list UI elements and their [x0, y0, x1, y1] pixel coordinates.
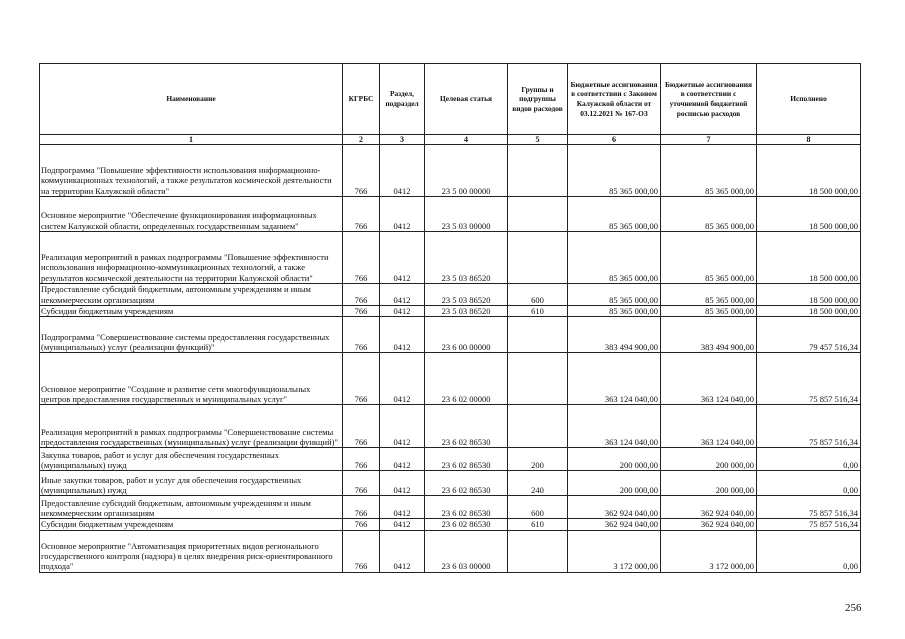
- executed-cell: 0,00: [757, 448, 861, 471]
- col-number: 8: [757, 135, 861, 145]
- col-number: 3: [380, 135, 425, 145]
- target-article-cell: 23 6 02 86530: [425, 496, 508, 519]
- section-cell: 0412: [380, 471, 425, 496]
- section-cell: 0412: [380, 405, 425, 448]
- refined-appropriations-cell: 3 172 000,00: [661, 530, 757, 572]
- kgrbs-cell: 766: [343, 317, 380, 353]
- executed-cell: 75 857 516,34: [757, 405, 861, 448]
- refined-appropriations-cell: 362 924 040,00: [661, 519, 757, 530]
- col-header-section: Раздел, подраздел: [380, 64, 425, 135]
- refined-appropriations-cell: 85 365 000,00: [661, 197, 757, 232]
- expense-group-cell: [508, 232, 568, 284]
- law-appropriations-cell: 85 365 000,00: [568, 306, 661, 317]
- executed-cell: 18 500 000,00: [757, 284, 861, 306]
- target-article-cell: 23 5 03 00000: [425, 197, 508, 232]
- executed-cell: 18 500 000,00: [757, 197, 861, 232]
- table-row: [40, 284, 861, 306]
- expense-group-cell: [508, 317, 568, 353]
- expense-group-cell: 200: [508, 448, 568, 471]
- executed-cell: 18 500 000,00: [757, 145, 861, 197]
- section-cell: 0412: [380, 519, 425, 530]
- executed-cell: 18 500 000,00: [757, 232, 861, 284]
- refined-appropriations-cell: 85 365 000,00: [661, 145, 757, 197]
- section-cell: 0412: [380, 145, 425, 197]
- law-appropriations-cell: 363 124 040,00: [568, 405, 661, 448]
- kgrbs-cell: 766: [343, 284, 380, 306]
- page-number: 256: [845, 602, 862, 614]
- table-row: [40, 197, 861, 232]
- law-appropriations-cell: 85 365 000,00: [568, 145, 661, 197]
- table-row: [40, 530, 861, 572]
- section-cell: 0412: [380, 197, 425, 232]
- kgrbs-cell: 766: [343, 471, 380, 496]
- name-cell: Предоставление субсидий бюджетным, автономным учреждениям и иным некоммерческим организациям: [40, 284, 343, 306]
- table-row: [40, 405, 861, 448]
- expense-group-cell: 610: [508, 306, 568, 317]
- name-cell: Реализация мероприятий в рамках подпрограммы "Повышение эффективности использования информационно-коммуникационных технологий, а также результатов космической деятельности на территории Калужской области": [40, 232, 343, 284]
- table-row: [40, 232, 861, 284]
- name-cell: Субсидии бюджетным учреждениям: [40, 519, 343, 530]
- table-row: [40, 145, 861, 197]
- table-row: [40, 471, 861, 496]
- refined-appropriations-cell: 383 494 900,00: [661, 317, 757, 353]
- refined-appropriations-cell: 200 000,00: [661, 471, 757, 496]
- kgrbs-cell: 766: [343, 496, 380, 519]
- name-cell: Реализация мероприятий в рамках подпрограммы "Совершенствование системы предоставления государственных (муниципальных) услуг (реализации функций)": [40, 405, 343, 448]
- section-cell: 0412: [380, 232, 425, 284]
- law-appropriations-cell: 85 365 000,00: [568, 197, 661, 232]
- refined-appropriations-cell: 362 924 040,00: [661, 496, 757, 519]
- expense-group-cell: 240: [508, 471, 568, 496]
- target-article-cell: 23 5 03 86520: [425, 306, 508, 317]
- kgrbs-cell: 766: [343, 405, 380, 448]
- law-appropriations-cell: 363 124 040,00: [568, 353, 661, 405]
- section-cell: 0412: [380, 448, 425, 471]
- name-cell: Иные закупки товаров, работ и услуг для обеспечения государственных (муниципальных) нужд: [40, 471, 343, 496]
- kgrbs-cell: 766: [343, 353, 380, 405]
- law-appropriations-cell: 200 000,00: [568, 471, 661, 496]
- col-header-kgrbs: КГРБС: [343, 64, 380, 135]
- name-cell: Основное мероприятие "Создание и развитие сети многофункциональных центров предоставления государственных и муниципальных услуг": [40, 353, 343, 405]
- executed-cell: 75 857 516,34: [757, 496, 861, 519]
- target-article-cell: 23 6 02 86530: [425, 448, 508, 471]
- executed-cell: 79 457 516,34: [757, 317, 861, 353]
- target-article-cell: 23 6 02 86530: [425, 471, 508, 496]
- target-article-cell: 23 5 03 86520: [425, 232, 508, 284]
- law-appropriations-cell: 362 924 040,00: [568, 519, 661, 530]
- col-number: 7: [661, 135, 757, 145]
- column-number-row: [40, 135, 861, 145]
- section-cell: 0412: [380, 317, 425, 353]
- table-row: [40, 519, 861, 530]
- kgrbs-cell: 766: [343, 530, 380, 572]
- executed-cell: 18 500 000,00: [757, 306, 861, 317]
- law-appropriations-cell: 200 000,00: [568, 448, 661, 471]
- expense-group-cell: 610: [508, 519, 568, 530]
- law-appropriations-cell: 85 365 000,00: [568, 284, 661, 306]
- name-cell: Субсидии бюджетным учреждениям: [40, 306, 343, 317]
- law-appropriations-cell: 3 172 000,00: [568, 530, 661, 572]
- name-cell: Предоставление субсидий бюджетным, автономным учреждениям и иным некоммерческим организациям: [40, 496, 343, 519]
- table-row: [40, 317, 861, 353]
- refined-appropriations-cell: 363 124 040,00: [661, 353, 757, 405]
- section-cell: 0412: [380, 306, 425, 317]
- budget-execution-table: [39, 63, 861, 573]
- target-article-cell: 23 6 02 86530: [425, 405, 508, 448]
- section-cell: 0412: [380, 496, 425, 519]
- col-header-law-appropriations: Бюджетные ассигнования в соответствии с Законом Калужской области от 03.12.2021 № 167-ОЗ: [568, 64, 661, 135]
- expense-group-cell: 600: [508, 284, 568, 306]
- col-header-target: Целевая статья: [425, 64, 508, 135]
- refined-appropriations-cell: 200 000,00: [661, 448, 757, 471]
- target-article-cell: 23 5 00 00000: [425, 145, 508, 197]
- col-number: 2: [343, 135, 380, 145]
- expense-group-cell: [508, 197, 568, 232]
- header-row: [40, 64, 861, 135]
- expense-group-cell: [508, 405, 568, 448]
- col-header-executed: Исполнено: [757, 64, 861, 135]
- name-cell: Основное мероприятие "Обеспечение функционирования информационных систем Калужской области, определенных государственным заданием": [40, 197, 343, 232]
- col-header-expense-group: Группы и подгруппы видов расходов: [508, 64, 568, 135]
- col-number: 1: [40, 135, 343, 145]
- executed-cell: 0,00: [757, 471, 861, 496]
- law-appropriations-cell: 362 924 040,00: [568, 496, 661, 519]
- law-appropriations-cell: 85 365 000,00: [568, 232, 661, 284]
- executed-cell: 0,00: [757, 530, 861, 572]
- kgrbs-cell: 766: [343, 448, 380, 471]
- kgrbs-cell: 766: [343, 306, 380, 317]
- section-cell: 0412: [380, 353, 425, 405]
- name-cell: Подпрограмма "Совершенствование системы предоставления государственных (муниципальных) услуг (реализации функций)": [40, 317, 343, 353]
- table-row: [40, 353, 861, 405]
- target-article-cell: 23 6 03 00000: [425, 530, 508, 572]
- refined-appropriations-cell: 363 124 040,00: [661, 405, 757, 448]
- target-article-cell: 23 6 02 86530: [425, 519, 508, 530]
- expense-group-cell: [508, 530, 568, 572]
- refined-appropriations-cell: 85 365 000,00: [661, 306, 757, 317]
- table-row: [40, 306, 861, 317]
- expense-group-cell: [508, 353, 568, 405]
- law-appropriations-cell: 383 494 900,00: [568, 317, 661, 353]
- kgrbs-cell: 766: [343, 519, 380, 530]
- expense-group-cell: [508, 145, 568, 197]
- refined-appropriations-cell: 85 365 000,00: [661, 284, 757, 306]
- name-cell: Подпрограмма "Повышение эффективности использования информационно-коммуникационных технологий, а также результатов космической деятельности на территории Калужской области": [40, 145, 343, 197]
- col-header-name: Наименование: [40, 64, 343, 135]
- col-header-refined-appropriations: Бюджетные ассигнования в соответствии с уточненной бюджетной росписью расходов: [661, 64, 757, 135]
- kgrbs-cell: 766: [343, 232, 380, 284]
- name-cell: Закупка товаров, работ и услуг для обеспечения государственных (муниципальных) нужд: [40, 448, 343, 471]
- col-number: 4: [425, 135, 508, 145]
- target-article-cell: 23 5 03 86520: [425, 284, 508, 306]
- kgrbs-cell: 766: [343, 145, 380, 197]
- section-cell: 0412: [380, 284, 425, 306]
- section-cell: 0412: [380, 530, 425, 572]
- table-row: [40, 496, 861, 519]
- table-row: [40, 448, 861, 471]
- name-cell: Основное мероприятие "Автоматизация приоритетных видов регионального государственного контроля (надзора) в целях внедрения риск-ориентированного подхода": [40, 530, 343, 572]
- target-article-cell: 23 6 02 00000: [425, 353, 508, 405]
- col-number: 5: [508, 135, 568, 145]
- refined-appropriations-cell: 85 365 000,00: [661, 232, 757, 284]
- target-article-cell: 23 6 00 00000: [425, 317, 508, 353]
- executed-cell: 75 857 516,34: [757, 353, 861, 405]
- col-number: 6: [568, 135, 661, 145]
- kgrbs-cell: 766: [343, 197, 380, 232]
- expense-group-cell: 600: [508, 496, 568, 519]
- executed-cell: 75 857 516,34: [757, 519, 861, 530]
